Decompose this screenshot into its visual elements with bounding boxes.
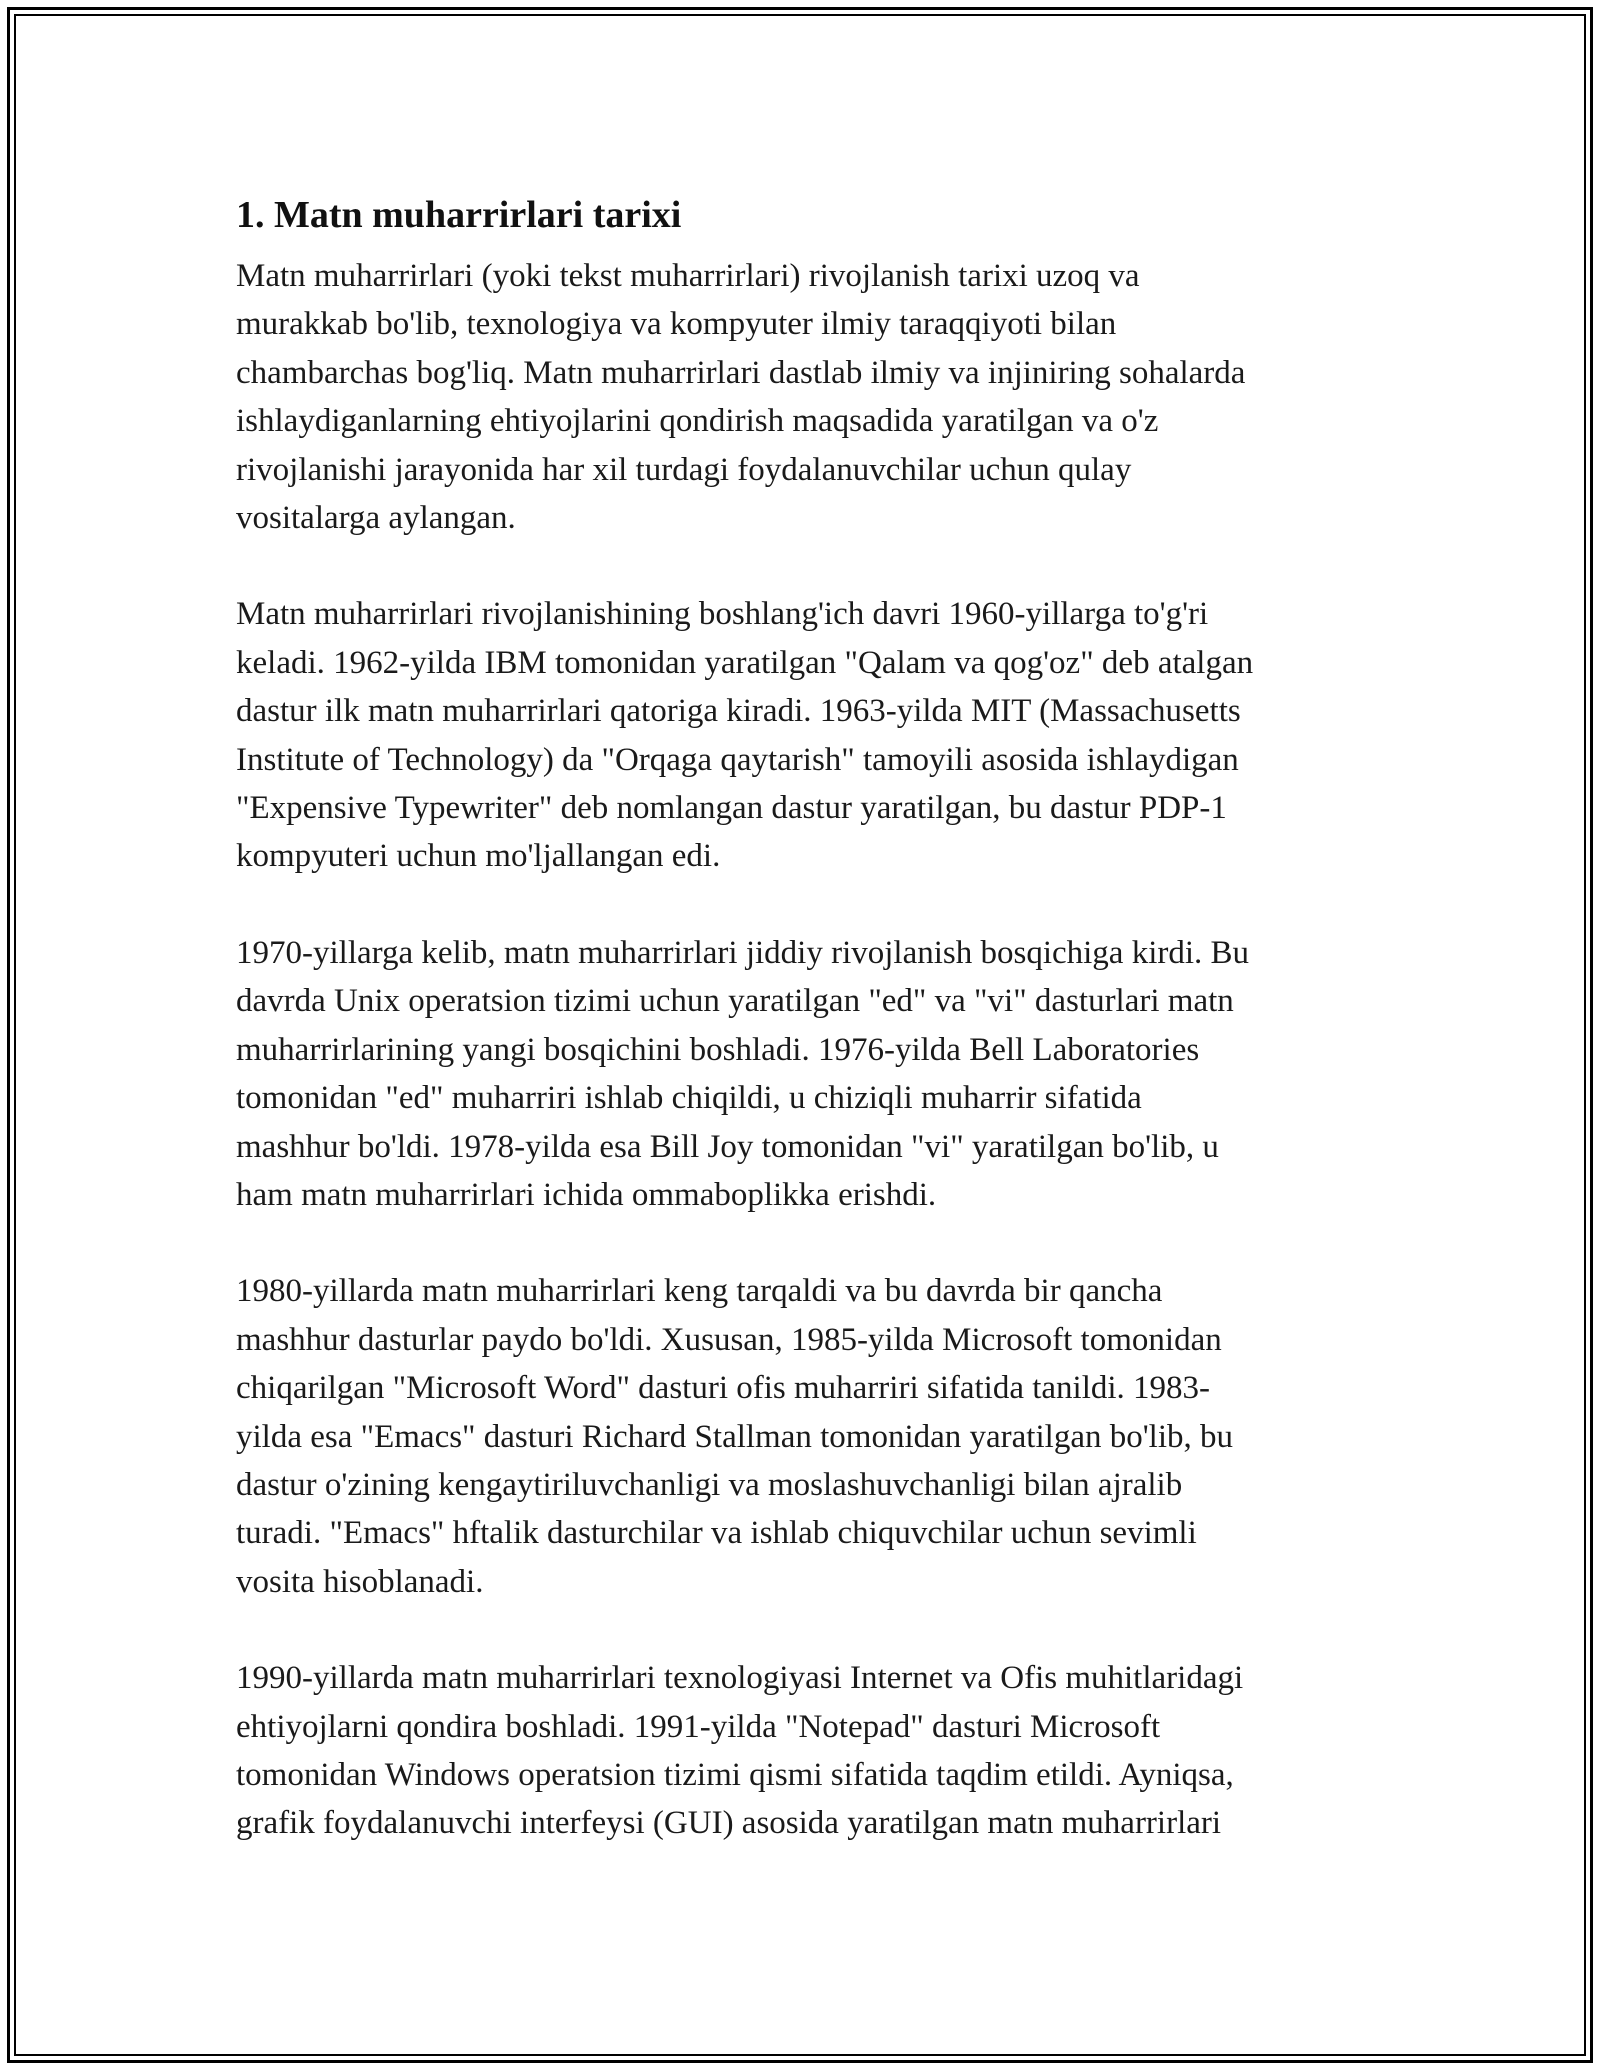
paragraph-1990s: 1990-yillarda matn muharrirlari texnologiyasi Internet va Ofis muhitlaridagi ehtiyojlarni qondira boshladi. 1991-yilda "Notepad" dasturi Microsoft tomonidan Windows operatsion tizimi qismi sifatida taqdim etildi. Ayniqsa, grafik foydalanuvchi interfeysi (GUI) asosida yaratilgan matn muharrirlari (236, 1660, 1244, 1842)
document-content (236, 182, 1376, 1848)
paragraph-intro: Matn muharrirlari (yoki tekst muharrirlari) rivojlanish tarixi uzoq va murakkab bo'lib, texnologiya va kompyuter ilmiy taraqqiyoti bilan chambarchas bog'liq. Matn muharrirlari dastlab ilmiy va injiniring sohalarda ishlaydiganlarning ehtiyojlarini qondirish maqsadida yaratilgan va o'z rivojlanishi jarayonida har xil turdagi foydalanuvchilar uchun qulay vositalarga aylangan. (236, 258, 1246, 537)
paragraph-1980s: 1980-yillarda matn muharrirlari keng tarqaldi va bu davrda bir qancha mashhur dasturlar paydo bo'ldi. Xususan, 1985-yilda Microsoft tomonidan chiqarilgan "Microsoft Word" dasturi ofis muharriri sifatida tanildi. 1983- yilda esa "Emacs" dasturi Richard Stallman tomonidan yaratilgan bo'lib, bu dastur o'zining kengaytiriluvchanligi va moslashuvchanligi bilan ajralib turadi. "Emacs" hftalik dasturchilar va ishlab chiquvchilar uchun sevimli vosita hisoblanadi. (236, 1273, 1233, 1600)
section-heading: 1. Matn muharrirlari tarixi (236, 194, 682, 236)
paragraph-1960s: Matn muharrirlari rivojlanishining boshlang'ich davri 1960-yillarga to'g'ri keladi. 1962-yilda IBM tomonidan yaratilgan "Qalam va qog'oz" deb atalgan dastur ilk matn muharrirlari qatoriga kiradi. 1963-yilda MIT (Massachusetts Institute of Technology) da "Orqaga qaytarish" tamoyili asosida ishlaydigan "Expensive Typewriter" deb nomlangan dastur yaratilgan, bu dastur PDP-1 kompyuteri uchun mo'ljallangan edi. (236, 596, 1254, 875)
paragraph-1970s: 1970-yillarga kelib, matn muharrirlari jiddiy rivojlanish bosqichiga kirdi. Bu davrda Unix operatsion tizimi uchun yaratilgan "ed" va "vi" dasturlari matn muharrirlarining yangi bosqichini boshladi. 1976-yilda Bell Laboratories tomonidan "ed" muharriri ishlab chiqildi, u chiziqli muharrir sifatida mashhur bo'ldi. 1978-yilda esa Bill Joy tomonidan "vi" yaratilgan bo'lib, u ham matn muharrirlari ichida ommaboplikka erishdi. (236, 934, 1250, 1213)
